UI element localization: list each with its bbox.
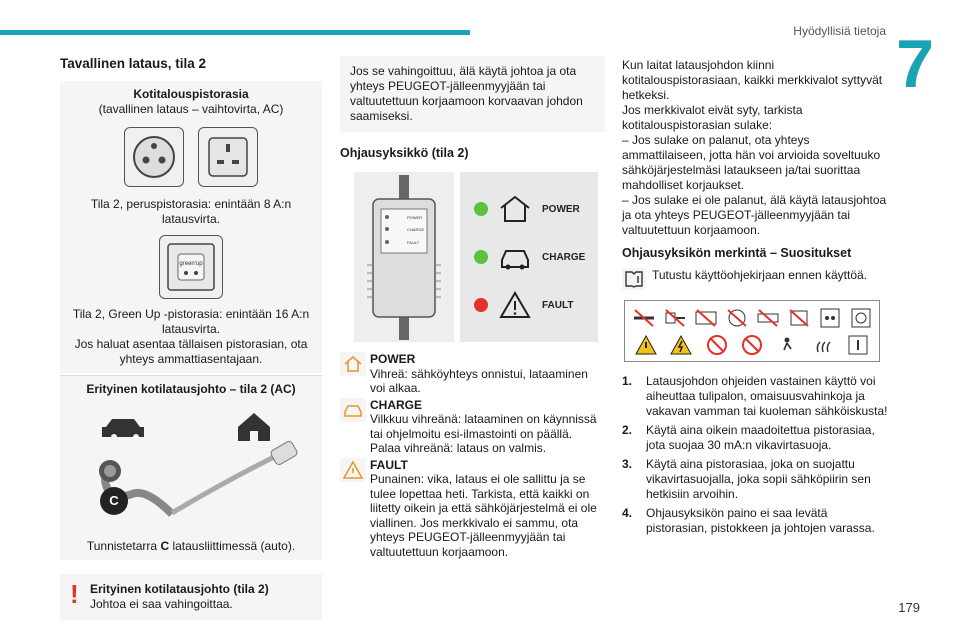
right-column [622,58,892,540]
control-unit-title: Ohjausyksikkö (tila 2) [340,146,469,160]
list-item [622,374,892,419]
control-unit-image [354,172,454,342]
no-water-icon [704,333,730,357]
warning-icon: ! [70,579,79,609]
svg-text:CHARGE: CHARGE [407,226,425,232]
legend-label: POWER [542,203,580,215]
manual-note-text: Tutustu käyttöohjekirjaan ennen käyttöä. [652,268,868,282]
no-cable-reel-icon [724,306,750,330]
no-timer-icon [786,306,812,330]
list-item [622,457,892,502]
recommendations-list [622,374,892,536]
label-c-badge: C [100,487,128,515]
caption-text: latausliittimessä (auto). [169,539,296,553]
installer-note: Jos haluat asentaa tällaisen pistorasian, ota yhteys ammattiasentajaan. [74,337,308,366]
warning-title: Erityinen kotilatausjohto (tila 2) [90,582,269,596]
legend-power [474,194,580,224]
mode2-standard-caption: Tila 2, peruspistorasia: enintään 8 A:n latausvirta. [90,197,292,226]
list-number: 3. [622,457,633,471]
mode2-greenup-caption: Tila 2, Green Up -pistorasia: enintään 16 A:n latausvirta. [72,307,310,336]
list-text: Käytä aina oikein maadoitettua pistorasiaa, jota suojaa 30 mA:n vikavirtasuoja. [646,423,875,452]
header-accent-bar [0,30,470,35]
svg-text:FAULT: FAULT [407,239,420,245]
car-icon [498,242,532,272]
house-icon [498,194,532,224]
paragraph: – Jos sulake ei ole palanut, älä käytä latausjohtoa ja ota yhteys PEUGEOT-jälleenmyyjään tai valtuutettuun korjaamoon. [622,193,887,237]
paragraph: – Jos sulake on palanut, ota yhteys ammattilaiseen, jotta hän voi arvioida soveltuuko sähköjärjestelmäsi lataukseen ja/tai suorittaa mahdolliset korjaukset. [622,133,881,192]
type-g-socket-icon [198,127,258,187]
earthed-socket-icon [817,306,843,330]
warning-box [60,574,322,620]
indicator-text: Vilkkuu vihreänä: lataaminen on käynnissä tai ohjelmoitu esi-ilmastointi on päällä. Palaa vihreänä: lataus on valmis. [370,412,597,455]
paragraph: Jos merkkivalot eivät syty, tarkista kotitalouspistorasian sulake: [622,103,803,132]
list-text: Latausjohdon ohjeiden vastainen käyttö voi aiheuttaa tulipalon, omaisuusvahinkoja ja vakavan vamman tai kuoleman sähköiskusta! [646,374,888,418]
read-manual-icon [845,333,871,357]
list-number: 1. [622,374,633,388]
house-icon [238,413,270,441]
home-cable-box [60,375,322,560]
indicator-text: Vihreä: sähköyhteys onnistui, lataaminen voi alkaa. [370,366,588,395]
no-power-strip-icon [755,306,781,330]
warning-text: Johtoa ei saa vahingoittaa. [90,597,233,611]
section-title: Tavallinen lataus, tila 2 [60,56,207,71]
damaged-cable-info: Jos se vahingoittuu, älä käytä johtoa ja ota yhteys PEUGEOT-jälleenmyyjään tai valtuutettuun korjaamoon korvaavan johdon saamiseksi. [340,56,605,132]
manual-book-icon [622,268,646,290]
legend-label: CHARGE [542,251,586,263]
svg-text:green'up: green'up [179,261,203,267]
indicator-title: POWER [370,352,416,366]
page-number: 179 [898,600,920,615]
caption-text: Tunnistetarra [86,539,161,553]
car-icon [102,419,144,440]
caption-bold: C [160,539,170,553]
rcd-socket-icon [848,306,874,330]
fault-indicator-desc [340,458,605,560]
list-text: Käytä aina pistorasiaa, joka on suojattu vikavirtasuojalla, joka sopii sähköpiirin sen hetkisiin arvoihin. [646,457,871,501]
greenup-socket-icon [159,235,223,299]
greenup-image [66,235,316,299]
box-title: Erityinen kotilatausjohto – tila 2 (AC) [86,382,296,396]
box-subtitle: (tavallinen lataus – vaihtovirta, AC) [98,102,284,116]
list-text: Ohjausyksikön paino ei saa levätä pistorasian, pistokkeen ja johtojen varassa. [646,506,875,535]
charge-indicator-desc [340,398,605,456]
car-icon [340,398,366,422]
paragraph: Kun laitat latausjohdon kiinni kotitalouspistorasiaan, kaikki merkkivalot syttyvät hetkeksi. [622,58,883,102]
electric-shock-icon [668,333,694,357]
no-pull-icon [739,333,765,357]
power-indicator-desc [340,352,605,396]
svg-text:POWER: POWER [407,214,423,220]
list-number: 4. [622,506,633,520]
warning-triangle-icon [498,290,532,320]
no-adapter-icon [662,306,688,330]
legend-fault [474,290,573,320]
indicator-text: Punainen: vika, lataus ei ole sallittu ja se tulee lopettaa heti. Tarkista, että kaikki on liitetty oikein ja että sähköjärjestelmä ei ole viallinen. Jos merkkivalo ei sammu, ota yhteys PEUGEOT-jälleenmyyjään tai valtuutettuun korjaamoon. [370,472,597,559]
no-extension-icon [631,306,657,330]
list-number: 2. [622,423,633,437]
green-dot-icon [474,250,488,264]
house-icon [340,352,366,376]
indicator-title: CHARGE [370,397,423,412]
list-item [622,506,892,536]
household-socket-box [60,81,322,373]
socket-images [66,127,316,187]
warning-triangle-icon [340,458,366,482]
red-dot-icon [474,298,488,312]
control-unit-label-symbols [624,300,880,362]
control-unit-figure [354,172,605,342]
legend-charge [474,242,585,272]
warning-triangle-icon [633,333,659,357]
no-trip-icon [774,333,800,357]
manual-note [622,268,892,290]
legend-label: FAULT [542,299,574,311]
recommendations-title: Ohjausyksikön merkintä – Suositukset [622,246,852,260]
box-title: Kotitalouspistorasia [133,87,249,101]
type-e-socket-icon [124,127,184,187]
header-title: Hyödyllisiä tietoja [793,24,886,38]
chapter-number: 7 [896,26,934,102]
no-heat-icon [810,333,836,357]
green-dot-icon [474,202,488,216]
list-item [622,423,892,453]
left-column [60,56,322,620]
label-c-caption [66,539,316,554]
indicator-legend [460,172,598,342]
cable-illustration [66,403,316,533]
indicator-title: FAULT [370,457,408,472]
middle-column [340,56,605,561]
no-multiplug-icon [693,306,719,330]
